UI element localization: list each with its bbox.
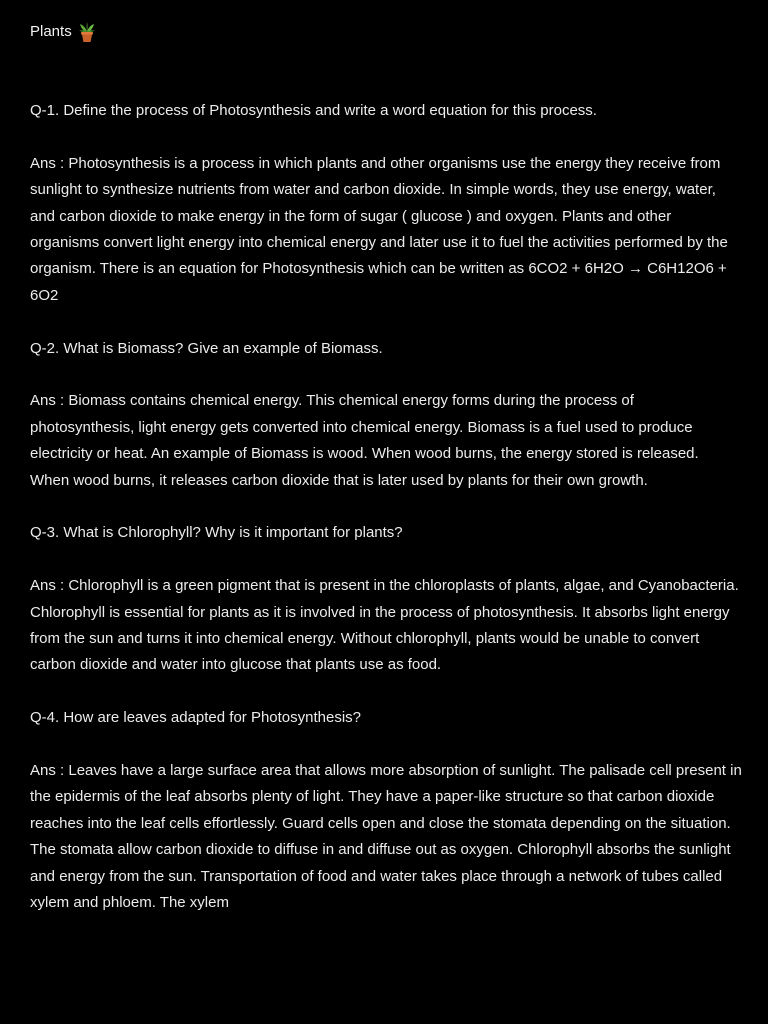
answer-1: Ans : Photosynthesis is a process in which plants and other organisms use the energy they receive from sunlight to synthesize nutrients from water and carbon dioxide. In simple words, they use energy, water, and carbon dioxide to make energy in the form of sugar ( glucose ) and oxygen. Plants and other organisms convert light energy into chemical energy and later use it to fuel the activities performed by the organism. There is an equation for Photosynthesis which can be written as 6CO2 + 6H2O → C6H12O6 + 6O2 (30, 154, 728, 304)
question-1: Q-1. Define the process of Photosynthesis and write a word equation for this process. (30, 102, 597, 119)
note-body[interactable] (30, 98, 742, 916)
note-title-row (30, 21, 97, 43)
note-title: Plants (30, 23, 72, 40)
question-2: Q-2. What is Biomass? Give an example of Biomass. (30, 339, 383, 357)
question-4: Q-4. How are leaves adapted for Photosynthesis? (30, 709, 362, 727)
answer-3: Ans : Chlorophyll is a green pigment that is present in the chloroplasts of plants, algae, and Cyanobacteria. Chlorophyll is essential for plants as it is involved in the process of photosynthesis. It absorbs light energy from the sun and turns it into chemical energy. Without chlorophyll, plants would be unable to convert carbon dioxide and water into glucose that plants use as food. (30, 577, 739, 674)
potted-plant-icon (77, 21, 97, 43)
question-3: Q-3. What is Chlorophyll? Why is it important for plants? (30, 524, 403, 542)
answer-4: Ans : Leaves have a large surface area that allows more absorption of sunlight. The palisade cell present in the epidermis of the leaf absorbs plenty of light. They have a paper-like structure so that carbon dioxide reaches into the leaf cells effortlessly. Guard cells open and close the stomata depending on the situation. The stomata allow carbon dioxide to diffuse in and diffuse out as oxygen. Chlorophyll absorbs the sunlight and energy from the sun. Transportation of food and water takes place through a network of tubes called xylem and phloem. The xylem (30, 762, 742, 912)
note-page (30, 0, 742, 1024)
answer-2: Ans : Biomass contains chemical energy. This chemical energy forms during the process of photosynthesis, light energy gets converted into chemical energy. Biomass is a fuel used to produce electricity or heat. An example of Biomass is wood. When wood burns, the energy stored is released. When wood burns, it releases carbon dioxide that is later used by plants for their own growth. (30, 392, 699, 489)
